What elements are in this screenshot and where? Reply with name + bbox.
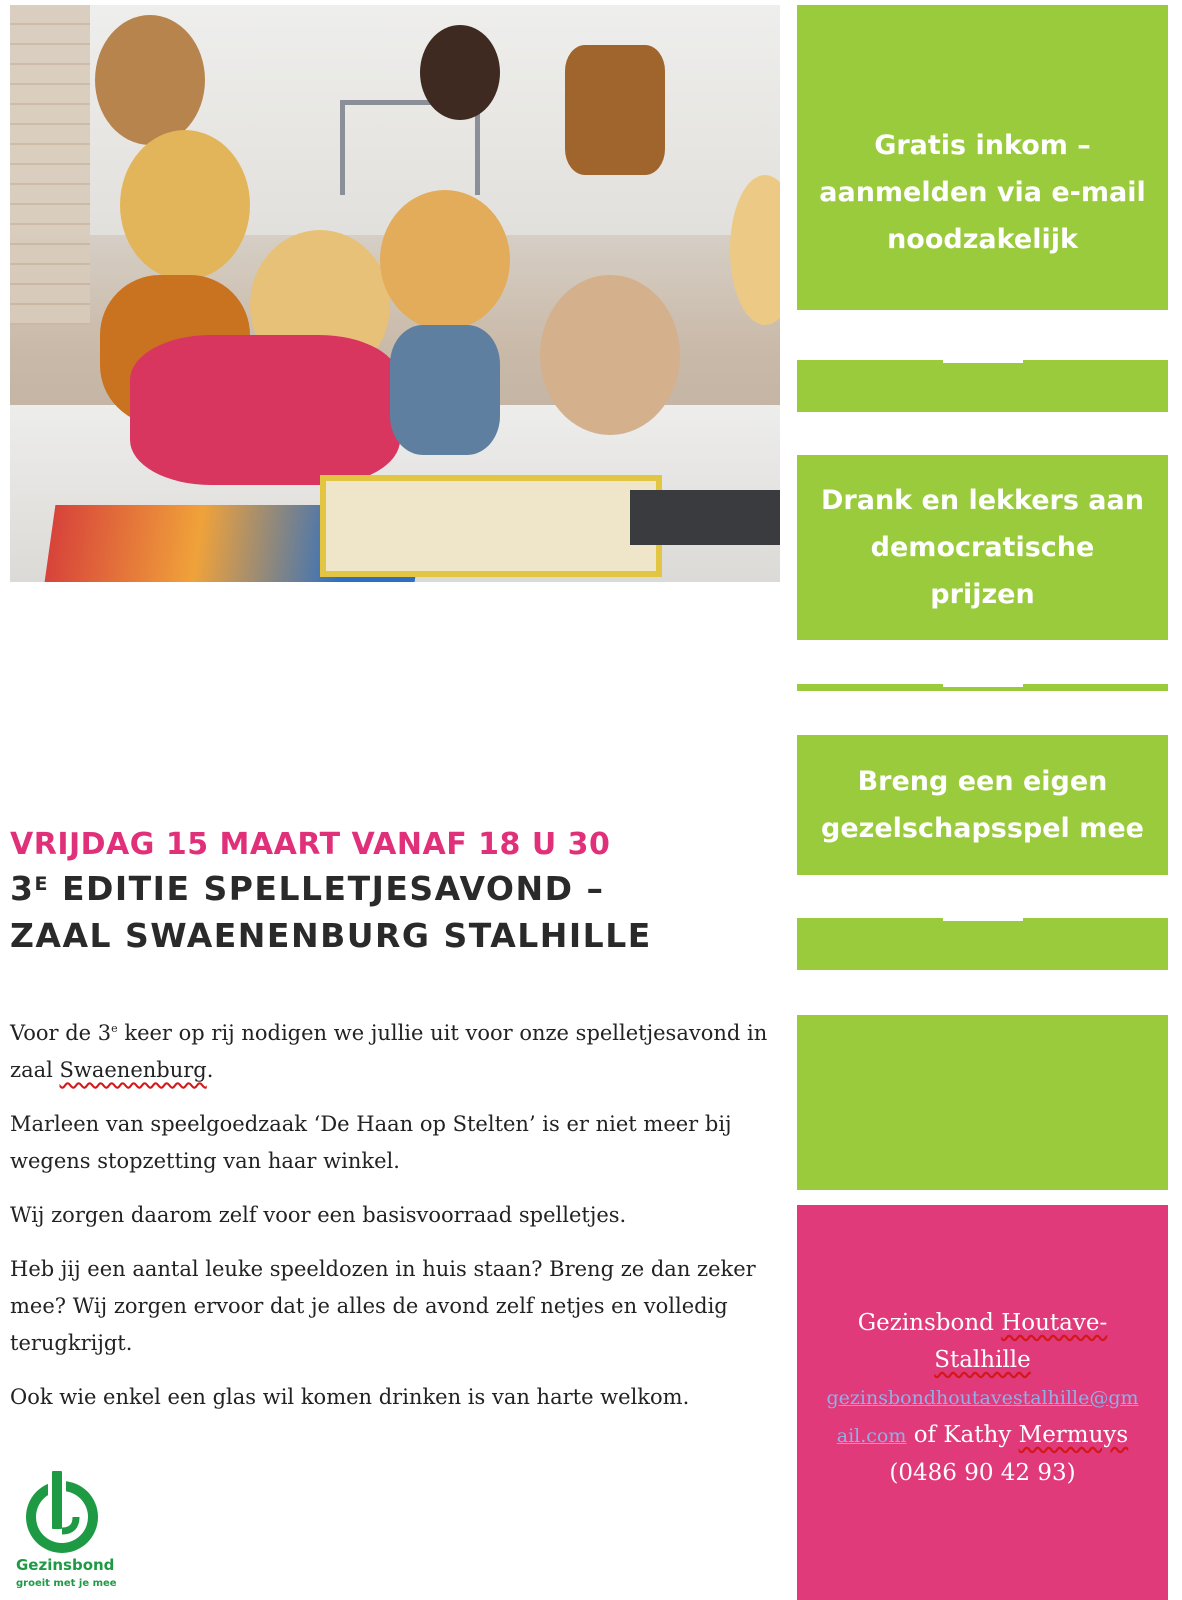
photo-child-8 bbox=[390, 325, 500, 455]
green-divider-strip-1 bbox=[797, 360, 1168, 412]
info-box-drinks bbox=[797, 455, 1168, 640]
body-paragraph-4: Heb jij een aantal leuke speeldozen in huis staan? Breng ze dan zeker mee? Wij zorgen ervoor dat je alles de avond zelf netjes en volledig terugkrijgt. bbox=[10, 1257, 756, 1355]
event-date: VRIJDAG 15 MAART VANAF 18 U 30 bbox=[10, 827, 611, 862]
contact-box bbox=[797, 1205, 1168, 1600]
photo-brick-wall bbox=[10, 5, 90, 325]
gezinsbond-logo bbox=[14, 1465, 124, 1595]
body-text bbox=[10, 1010, 770, 1433]
strip-notch-1 bbox=[943, 360, 1023, 363]
info-box-free-entry-text: Gratis inkom – aanmelden via e-mail noodzakelijk bbox=[819, 130, 1146, 255]
green-divider-strip-3 bbox=[797, 918, 1168, 970]
contact-org-place-2: Stalhille bbox=[934, 1347, 1031, 1373]
photo-child-1 bbox=[95, 15, 205, 145]
photo-game-tray bbox=[320, 475, 662, 577]
photo-child-7 bbox=[380, 190, 510, 330]
title-number: 3 bbox=[10, 869, 35, 908]
info-box-free-entry bbox=[797, 5, 1168, 310]
photo-child-2 bbox=[420, 25, 500, 120]
body-paragraph-3: Wij zorgen daarom zelf voor een basisvoorraad spelletjes. bbox=[10, 1203, 627, 1227]
gezinsbond-logo-icon bbox=[14, 1465, 114, 1555]
contact-phone: (0486 90 42 93) bbox=[889, 1460, 1076, 1486]
strip-notch-2 bbox=[943, 684, 1023, 687]
body-paragraph-1 bbox=[10, 1010, 770, 1089]
photo-dark-box bbox=[630, 490, 780, 545]
body-paragraph-5: Ook wie enkel een glas wil komen drinken is van harte welkom. bbox=[10, 1385, 690, 1409]
contact-organisation bbox=[797, 1305, 1168, 1342]
info-box-drinks-text: Drank en lekkers aan democratische prijzen bbox=[821, 485, 1144, 610]
contact-org-place-1: Houtave- bbox=[1001, 1310, 1108, 1336]
p1-venue: Swaenenburg bbox=[59, 1058, 207, 1082]
contact-org-name: Gezinsbond bbox=[857, 1310, 1002, 1336]
p1-start: Voor de 3 bbox=[10, 1021, 112, 1045]
photo-child-6 bbox=[130, 335, 400, 485]
p1-superscript: e bbox=[111, 1022, 118, 1035]
green-empty-box bbox=[797, 1015, 1168, 1190]
event-title-line2: ZAAL SWAENENBURG STALHILLE bbox=[10, 916, 652, 955]
contact-email-link-part2[interactable]: ail.com bbox=[836, 1425, 907, 1447]
title-superscript: E bbox=[34, 873, 49, 895]
event-title bbox=[10, 865, 750, 959]
contact-email-link-part1[interactable]: gezinsbondhoutavestalhille@gm bbox=[826, 1387, 1139, 1409]
p1-end: . bbox=[206, 1058, 214, 1082]
info-box-bring-game bbox=[797, 735, 1168, 875]
contact-organisation-line2 bbox=[797, 1342, 1168, 1379]
body-paragraph-2: Marleen van speelgoedzaak ‘De Haan op Stelten’ is er niet meer bij wegens stopzetting van haar winkel. bbox=[10, 1112, 732, 1173]
children-playing-photo bbox=[10, 5, 780, 582]
photo-child-3 bbox=[120, 130, 250, 280]
info-box-bring-game-text: Breng een eigen gezelschapsspel mee bbox=[821, 766, 1144, 844]
strip-notch-3 bbox=[943, 918, 1023, 921]
title-line1-text: EDITIE SPELLETJESAVOND – bbox=[48, 869, 605, 908]
logo-name: Gezinsbond bbox=[16, 1556, 115, 1574]
photo-child-9 bbox=[540, 275, 680, 435]
event-title-line1 bbox=[10, 865, 750, 912]
p1-middle: keer op rij nodigen we jullie uit voor onze spelletjesavond in zaal bbox=[10, 1021, 768, 1082]
contact-of-text: of Kathy bbox=[906, 1422, 1019, 1448]
photo-adult-bag bbox=[565, 45, 665, 175]
logo-tagline: groeit met je mee bbox=[16, 1578, 117, 1589]
contact-surname: Mermuys bbox=[1018, 1422, 1129, 1448]
